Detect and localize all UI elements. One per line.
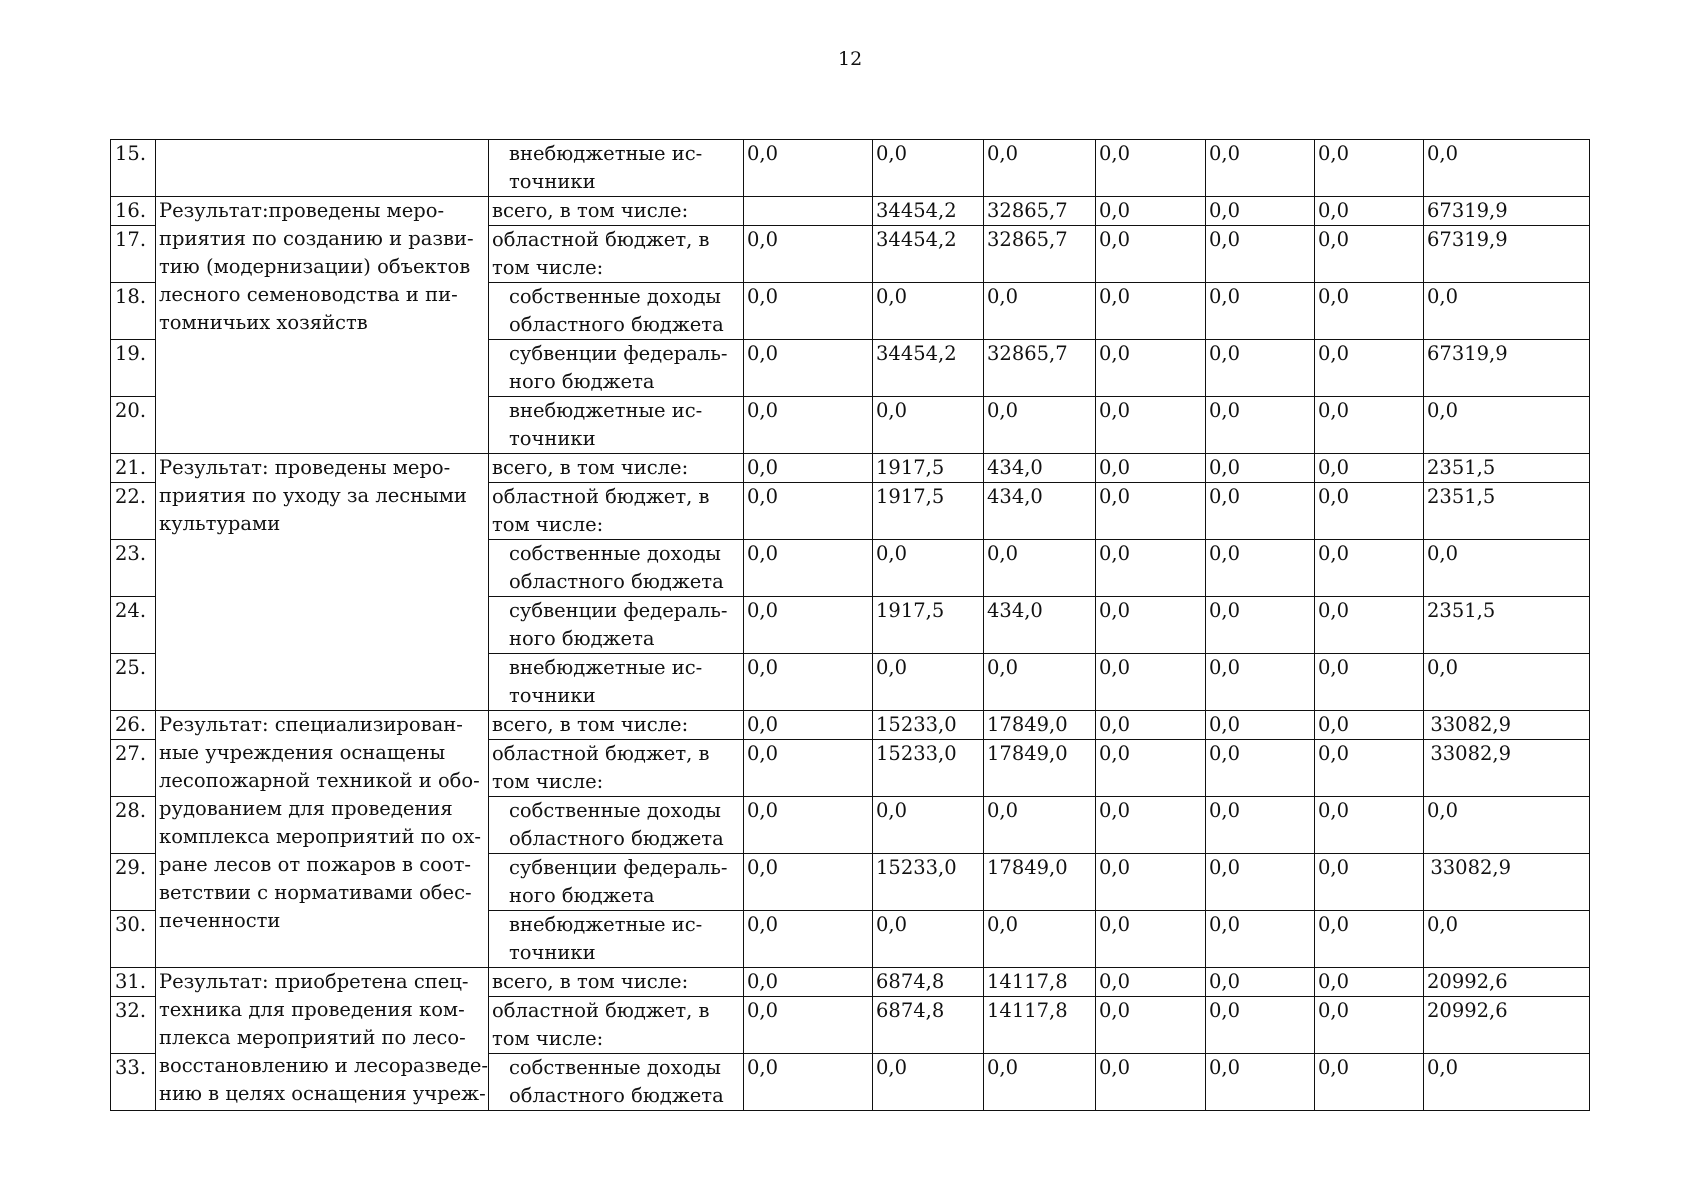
year-value: 34454,2: [873, 226, 984, 283]
row-number: 17.: [111, 226, 156, 283]
year-value: 0,0: [984, 797, 1096, 854]
total-value: 0,0: [1424, 1054, 1590, 1111]
year-value: 1917,5: [873, 483, 984, 540]
year-value: 0,0: [744, 654, 873, 711]
year-value: 0,0: [744, 854, 873, 911]
year-value: 0,0: [1096, 597, 1206, 654]
year-value: 0,0: [744, 797, 873, 854]
year-value: 17849,0: [984, 740, 1096, 797]
year-value: 0,0: [744, 397, 873, 454]
year-value: 0,0: [1315, 740, 1424, 797]
result-description: Результат: приобретена спец- техника для проведения ком- плекса мероприятий по лесо- восстановлению и лесоразведе- нию в целях оснащения учреж-: [156, 968, 489, 1111]
result-description: Результат: специализирован- ные учреждения оснащены лесопожарной техникой и обо- рудованием для проведения комплекса мероприятий по ох- ране лесов от пожаров в соот- ветствии с нормативами обес- печенности: [156, 711, 489, 968]
result-description: [156, 140, 489, 197]
row-number: 25.: [111, 654, 156, 711]
year-value: 1917,5: [873, 454, 984, 483]
year-value: 0,0: [1096, 540, 1206, 597]
page-number: 12: [838, 48, 863, 70]
year-value: 0,0: [744, 997, 873, 1054]
year-value: 0,0: [1096, 968, 1206, 997]
year-value: 0,0: [1206, 911, 1315, 968]
result-description: Результат: проведены меро- приятия по уходу за лесными культурами: [156, 454, 489, 711]
year-value: 0,0: [744, 711, 873, 740]
year-value: 0,0: [1315, 1054, 1424, 1111]
year-value: 6874,8: [873, 997, 984, 1054]
funding-source: внебюджетные ис- точники: [489, 654, 744, 711]
year-value: 0,0: [744, 1054, 873, 1111]
row-number: 22.: [111, 483, 156, 540]
year-value: 14117,8: [984, 968, 1096, 997]
total-value: 20992,6: [1424, 997, 1590, 1054]
year-value: 0,0: [1096, 283, 1206, 340]
funding-source: всего, в том числе:: [489, 711, 744, 740]
total-value: 0,0: [1424, 140, 1590, 197]
year-value: 32865,7: [984, 226, 1096, 283]
year-value: 0,0: [1206, 597, 1315, 654]
row-number: 23.: [111, 540, 156, 597]
funding-source: всего, в том числе:: [489, 454, 744, 483]
total-value: 33082,9: [1424, 711, 1590, 740]
row-number: 18.: [111, 283, 156, 340]
year-value: 0,0: [1206, 968, 1315, 997]
total-value: 0,0: [1424, 283, 1590, 340]
year-value: 0,0: [873, 1054, 984, 1111]
year-value: 0,0: [873, 540, 984, 597]
year-value: 0,0: [1096, 140, 1206, 197]
funding-source: областной бюджет, в том числе:: [489, 740, 744, 797]
funding-source: областной бюджет, в том числе:: [489, 997, 744, 1054]
year-value: 0,0: [1096, 1054, 1206, 1111]
year-value: 0,0: [984, 397, 1096, 454]
total-value: 2351,5: [1424, 483, 1590, 540]
result-description: Результат:проведены меро- приятия по созданию и разви- тию (модернизации) объектов лесного семеноводства и пи- томничьих хозяйств: [156, 197, 489, 454]
total-value: 0,0: [1424, 540, 1590, 597]
year-value: 0,0: [1206, 283, 1315, 340]
year-value: 0,0: [1096, 454, 1206, 483]
year-value: 0,0: [1206, 540, 1315, 597]
funding-source: областной бюджет, в том числе:: [489, 483, 744, 540]
year-value: 434,0: [984, 454, 1096, 483]
year-value: 0,0: [1315, 854, 1424, 911]
year-value: 0,0: [1206, 854, 1315, 911]
year-value: 0,0: [984, 140, 1096, 197]
year-value: 0,0: [984, 654, 1096, 711]
total-value: 33082,9: [1424, 740, 1590, 797]
year-value: 0,0: [1096, 997, 1206, 1054]
funding-source: собственные доходы областного бюджета: [489, 797, 744, 854]
year-value: 0,0: [1206, 740, 1315, 797]
row-number: 20.: [111, 397, 156, 454]
table-row: [111, 454, 1590, 483]
year-value: 32865,7: [984, 197, 1096, 226]
year-value: 0,0: [1315, 597, 1424, 654]
year-value: 0,0: [744, 483, 873, 540]
year-value: 1917,5: [873, 597, 984, 654]
table-row: [111, 968, 1590, 997]
year-value: 6874,8: [873, 968, 984, 997]
row-number: 31.: [111, 968, 156, 997]
year-value: 0,0: [1096, 340, 1206, 397]
year-value: 0,0: [744, 283, 873, 340]
year-value: 0,0: [1096, 397, 1206, 454]
year-value: 0,0: [873, 654, 984, 711]
year-value: 0,0: [873, 397, 984, 454]
budget-table: [110, 139, 1590, 1111]
year-value: 0,0: [1315, 397, 1424, 454]
total-value: 0,0: [1424, 397, 1590, 454]
year-value: 0,0: [1206, 197, 1315, 226]
funding-source: собственные доходы областного бюджета: [489, 1054, 744, 1111]
year-value: 15233,0: [873, 740, 984, 797]
year-value: 0,0: [744, 454, 873, 483]
year-value: 0,0: [873, 140, 984, 197]
year-value: 0,0: [1206, 340, 1315, 397]
year-value: 0,0: [744, 968, 873, 997]
year-value: 0,0: [1206, 397, 1315, 454]
year-value: 0,0: [1096, 226, 1206, 283]
year-value: 0,0: [1096, 911, 1206, 968]
funding-source: внебюджетные ис- точники: [489, 911, 744, 968]
table-row: [111, 711, 1590, 740]
year-value: 15233,0: [873, 854, 984, 911]
year-value: 0,0: [744, 597, 873, 654]
row-number: 21.: [111, 454, 156, 483]
row-number: 33.: [111, 1054, 156, 1111]
year-value: [744, 197, 873, 226]
year-value: 0,0: [1096, 797, 1206, 854]
year-value: 434,0: [984, 597, 1096, 654]
year-value: 0,0: [873, 283, 984, 340]
year-value: 0,0: [873, 911, 984, 968]
year-value: 0,0: [1315, 911, 1424, 968]
year-value: 0,0: [1315, 997, 1424, 1054]
table-body: [111, 140, 1590, 1111]
funding-source: внебюджетные ис- точники: [489, 397, 744, 454]
funding-source: всего, в том числе:: [489, 197, 744, 226]
table-row: [111, 197, 1590, 226]
year-value: 0,0: [1315, 454, 1424, 483]
year-value: 17849,0: [984, 854, 1096, 911]
year-value: 0,0: [1096, 740, 1206, 797]
row-number: 28.: [111, 797, 156, 854]
year-value: 0,0: [1315, 197, 1424, 226]
funding-source: субвенции федераль- ного бюджета: [489, 597, 744, 654]
row-number: 16.: [111, 197, 156, 226]
year-value: 0,0: [744, 340, 873, 397]
year-value: 0,0: [1315, 968, 1424, 997]
year-value: 0,0: [1206, 454, 1315, 483]
year-value: 15233,0: [873, 711, 984, 740]
year-value: 0,0: [744, 226, 873, 283]
year-value: 0,0: [1206, 654, 1315, 711]
row-number: 19.: [111, 340, 156, 397]
year-value: 0,0: [744, 140, 873, 197]
year-value: 434,0: [984, 483, 1096, 540]
year-value: 0,0: [1315, 711, 1424, 740]
year-value: 0,0: [984, 540, 1096, 597]
funding-source: внебюджетные ис- точники: [489, 140, 744, 197]
row-number: 26.: [111, 711, 156, 740]
year-value: 0,0: [1206, 711, 1315, 740]
funding-source: собственные доходы областного бюджета: [489, 283, 744, 340]
funding-source: субвенции федераль- ного бюджета: [489, 340, 744, 397]
year-value: 0,0: [1206, 1054, 1315, 1111]
row-number: 15.: [111, 140, 156, 197]
year-value: 0,0: [984, 283, 1096, 340]
funding-source: субвенции федераль- ного бюджета: [489, 854, 744, 911]
total-value: 2351,5: [1424, 454, 1590, 483]
year-value: 0,0: [984, 1054, 1096, 1111]
year-value: 0,0: [1315, 797, 1424, 854]
row-number: 30.: [111, 911, 156, 968]
year-value: 0,0: [1096, 711, 1206, 740]
year-value: 0,0: [1096, 854, 1206, 911]
total-value: 0,0: [1424, 654, 1590, 711]
year-value: 0,0: [1315, 140, 1424, 197]
table-row: [111, 140, 1590, 197]
total-value: 0,0: [1424, 911, 1590, 968]
year-value: 0,0: [1206, 797, 1315, 854]
year-value: 0,0: [1096, 197, 1206, 226]
year-value: 0,0: [1096, 483, 1206, 540]
total-value: 2351,5: [1424, 597, 1590, 654]
year-value: 0,0: [744, 911, 873, 968]
year-value: 34454,2: [873, 197, 984, 226]
row-number: 24.: [111, 597, 156, 654]
year-value: 17849,0: [984, 711, 1096, 740]
total-value: 67319,9: [1424, 340, 1590, 397]
year-value: 32865,7: [984, 340, 1096, 397]
year-value: 0,0: [1315, 226, 1424, 283]
row-number: 29.: [111, 854, 156, 911]
year-value: 34454,2: [873, 340, 984, 397]
funding-source: всего, в том числе:: [489, 968, 744, 997]
year-value: 0,0: [1315, 540, 1424, 597]
total-value: 33082,9: [1424, 854, 1590, 911]
year-value: 14117,8: [984, 997, 1096, 1054]
row-number: 32.: [111, 997, 156, 1054]
year-value: 0,0: [1315, 340, 1424, 397]
row-number: 27.: [111, 740, 156, 797]
total-value: 67319,9: [1424, 197, 1590, 226]
year-value: 0,0: [1096, 654, 1206, 711]
year-value: 0,0: [1315, 654, 1424, 711]
total-value: 20992,6: [1424, 968, 1590, 997]
year-value: 0,0: [744, 740, 873, 797]
year-value: 0,0: [1206, 997, 1315, 1054]
year-value: 0,0: [1206, 483, 1315, 540]
total-value: 67319,9: [1424, 226, 1590, 283]
year-value: 0,0: [984, 911, 1096, 968]
year-value: 0,0: [1206, 226, 1315, 283]
year-value: 0,0: [744, 540, 873, 597]
funding-source: областной бюджет, в том числе:: [489, 226, 744, 283]
year-value: 0,0: [1315, 283, 1424, 340]
year-value: 0,0: [1206, 140, 1315, 197]
funding-source: собственные доходы областного бюджета: [489, 540, 744, 597]
total-value: 0,0: [1424, 797, 1590, 854]
year-value: 0,0: [1315, 483, 1424, 540]
year-value: 0,0: [873, 797, 984, 854]
